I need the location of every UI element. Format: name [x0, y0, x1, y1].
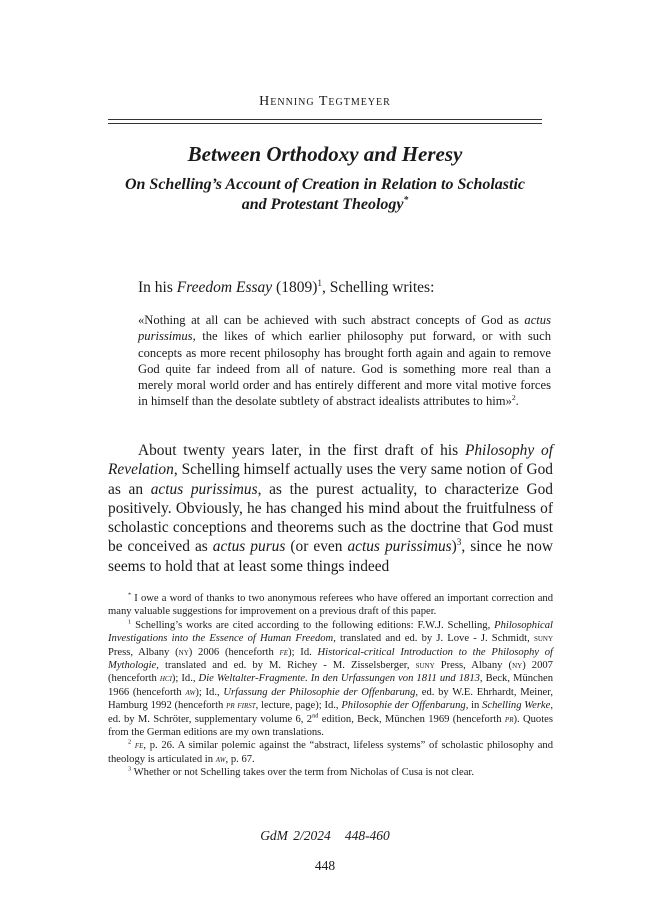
lead-paragraph [138, 279, 548, 297]
footnote-italic: Die Weltalter-Fragmente. In den Urfassungen von 1811 und 1813 [198, 673, 480, 685]
quote-text: . [515, 394, 519, 409]
footnotes [108, 592, 553, 780]
footnote-text: edition, Beck, München 1969 (henceforth [318, 713, 505, 725]
footnote-italic: Philosophie der Offenbarung [341, 700, 466, 712]
footnote-ref-3: 3 [456, 537, 462, 548]
lead-text: , Schelling writes: [322, 279, 435, 296]
lead-text: In his [138, 279, 177, 296]
body-text: ) [451, 538, 457, 556]
article-subtitle [110, 175, 540, 215]
body-text: , Schelling himself actually uses the very same notion of God as an [108, 461, 553, 498]
footnote-mark: 3 [128, 765, 132, 773]
footnote-smallcaps: suny [533, 633, 553, 645]
footnote-text: ) 2006 (henceforth [188, 646, 280, 658]
footnote-2 [108, 739, 553, 766]
footnote-text: ); Id., [195, 686, 224, 698]
footnote-text: Whether or not Schelling takes over the term from Nicholas of Cusa is not clear. [131, 767, 475, 779]
page-range: 448-460 [344, 828, 390, 843]
footnote-text: , ed. by M. Schröter, supplementary volume 6, 2 [108, 700, 553, 725]
running-head: Henning Tegtmeyer [259, 94, 391, 109]
footnote-italic: Schelling Werke [482, 700, 551, 712]
body-text: About twenty years later, in the first draft of his [138, 442, 465, 459]
footnote-superscript: nd [312, 712, 319, 720]
footnote-abbrev: pr [504, 713, 514, 725]
footnote-3 [108, 766, 553, 779]
footnote-ref-1: 1 [317, 278, 323, 289]
footnote-text: ); Id. [288, 646, 318, 658]
footnote-text: , in [465, 700, 483, 712]
footnote-italic: Philosophical Investigations into the Essence of Human Freedom [108, 619, 553, 645]
footnote-text: I owe a word of thanks to two anonymous referees who have offered an important correction and many valuable suggestions for improvement on a previous draft of this paper. [108, 593, 553, 618]
footnote-abbrev: fe [134, 740, 144, 752]
body-italic: actus purissimus [347, 538, 452, 556]
footnote-smallcaps: ny [512, 660, 523, 672]
footnote-text: Schelling’s works are cited according to the following editions: F.W.J. Schelling, [131, 619, 495, 631]
block-quote [138, 312, 551, 410]
footnote-text: , lecture, page); Id., [255, 700, 342, 712]
footnote-abbrev: hci [159, 673, 172, 685]
quote-text: «Nothing at all can be achieved with such abstract concepts of God as [138, 313, 525, 327]
footnote-ref-2: 2 [511, 393, 516, 403]
journal-reference [0, 828, 650, 844]
lead-italic: Freedom Essay [176, 279, 273, 296]
footnote-abbrev: pr first [226, 700, 256, 712]
footnote-abbrev: fe [279, 646, 289, 658]
footnote-mark: 2 [128, 738, 132, 746]
footnote-text: , Beck, München 1966 (henceforth [108, 673, 554, 698]
subtitle-footnote-mark: * [403, 194, 409, 206]
footnote-text: , translated and ed. by J. Love - J. Schmidt, [333, 633, 534, 645]
footnote-mark: 1 [128, 618, 132, 626]
footnote-1 [108, 619, 553, 740]
footnote-text: Press, Albany ( [108, 646, 179, 658]
body-text: (or even [285, 538, 348, 556]
body-italic: actus purus [212, 538, 286, 556]
footnote-abbrev: aw [215, 753, 226, 765]
page-number: 448 [314, 858, 336, 873]
footnote-smallcaps: ny [178, 646, 189, 658]
footnote-text: , translated and ed. by M. Richey - M. Zisselsberger, [156, 660, 416, 672]
header-rule-bottom [108, 123, 542, 124]
subtitle-line-2: and Protestant Theology [241, 196, 404, 213]
footnote-italic: Historical-critical Introduction to the Philosophy of Mythologie [108, 646, 553, 672]
body-italic: actus purissimus [150, 480, 258, 498]
footnote-text: , p. 26. A similar polemic against the “abstract, lifeless systems” of scholastic philosophy and theology is articulated in [108, 740, 553, 765]
article-title: Between Orthodoxy and Heresy [187, 142, 463, 166]
footnote-text: , p. 67. [225, 753, 255, 765]
journal-issue: GdM 2/2024 [260, 828, 331, 843]
body-italic: Philosophy of Revelation [108, 442, 553, 479]
header-rule-top [108, 119, 542, 120]
footnote-text: ) 2007 (henceforth [108, 660, 553, 685]
quote-italic: actus purissimus [138, 313, 551, 344]
footnote-italic: Urfassung der Philosophie der Offenbarung [223, 686, 416, 698]
body-text: , since he now seems to hold that at least some things indeed [108, 538, 553, 575]
quote-text: , the likes of which earlier philosophy put forward, or with such concepts as more recent philosophy has brought forth again and again to remove God quite far indeed from all of nature. God is something more real than a merely moral world order and has entirely different and more vital motive forces in himself than the desolate subtlety of abstract idealists attributes to him» [138, 329, 551, 409]
footnote-star [108, 592, 553, 619]
footnote-text: ). Quotes from the German editions are my own translations. [108, 713, 553, 739]
footnote-smallcaps: suny [415, 660, 435, 672]
body-text: , as the purest actuality, to characterize God positively. Obviously, he has changed his mind about the fruitfulness of scholastic conceptions and theorems such as the doctrine that God must be conceived as [108, 480, 553, 556]
footnote-text: , ed. by W.E. Ehrhardt, Meiner, Hamburg 1992 (henceforth [108, 686, 554, 712]
footnote-abbrev: aw [185, 686, 196, 698]
footnote-text: ); Id., [171, 673, 199, 685]
subtitle-line-1: On Schelling’s Account of Creation in Relation to Scholastic [124, 176, 526, 193]
footnote-text: Press, Albany ( [434, 660, 513, 672]
lead-text: (1809) [272, 279, 318, 296]
footnote-mark: * [128, 591, 132, 599]
body-paragraph [108, 441, 553, 576]
